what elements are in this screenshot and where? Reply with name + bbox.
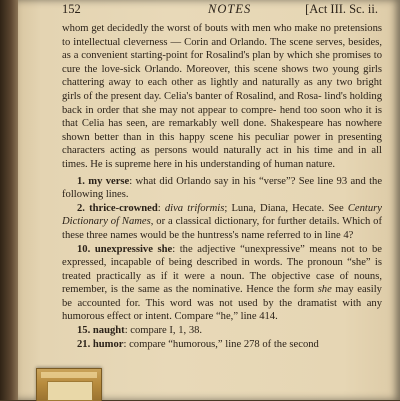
text-line: The scene serves, besides, as a convenient starting-point for [62, 36, 382, 62]
text-line: nature. [305, 158, 336, 170]
running-title: NOTES [208, 2, 252, 16]
note-item [62, 175, 382, 202]
intro-paragraph [62, 22, 382, 172]
note-heading: 2. thrice-crowned [77, 202, 158, 214]
text-line: whom get decidedly the worst of bouts with men who make no [62, 23, 331, 34]
text-line: pretensions to intellectual cleverness — Corin and Orlando. [62, 23, 382, 48]
note-text: This word was not used by the dramatist with any humorous [62, 297, 382, 323]
note-italic-word: she [317, 284, 332, 296]
note-text: effect or intent. Compare “he,” line 414. [107, 311, 278, 323]
book-spine-shadow [0, 0, 18, 400]
text-line: Orlando. Moreover, this scene shows two young girls chattering [62, 63, 382, 89]
note-text: nominative. Hence the form [192, 284, 315, 296]
act-scene-reference: [Act III. Sc. ii. [305, 2, 378, 16]
text-line: girls of the present day. Celia's banter of Rosalind, and Rosa- [62, 90, 322, 102]
note-text: line 93 and the following lines. [62, 175, 383, 201]
page-number: 152 [62, 2, 81, 16]
note-text: : what did Orlando say in his “verse”? See [129, 175, 315, 187]
page-text [62, 22, 382, 351]
note-heading: 10. unexpressive she [77, 243, 173, 255]
note-heading: 1. my verse [77, 175, 130, 187]
text-line: away to each other as lightly and naturally as any two bright [108, 77, 382, 89]
text-line: Shakespeare has nowhere shown better than in [62, 118, 382, 143]
note-italic-term: diva triformis [164, 202, 225, 214]
note-heading: 15. naught [77, 325, 125, 337]
text-line: lind's holding back in order that she may not appear to compre- [62, 90, 383, 116]
note-item [62, 324, 382, 338]
text-line: acting as persons would naturally act in his time and in all [109, 145, 382, 157]
note-text: The objective case of nouns, remember, is the same as the [62, 270, 382, 296]
text-line: Rosalind's plan by which she promises to cure the love-sick [62, 50, 383, 75]
note-text: : compare I, 1, 38. [124, 325, 203, 337]
note-item [62, 243, 382, 325]
note-text: : compare “humorous,” line 278 of the second [123, 338, 319, 350]
note-item [62, 338, 382, 352]
running-head [62, 2, 380, 22]
text-line: this happy scene his peculiar power in presenting characters [62, 131, 382, 157]
note-text: The pronoun “she” is treated practically as if it were a noun. [62, 257, 382, 282]
note-text: huntress's name referred to in line 4? [197, 229, 354, 241]
brass-page-clip [36, 368, 102, 401]
text-line: well done. [220, 118, 267, 130]
note-item: 2. thrice-crowned: diva triformis; Luna, Diana, Hecate. See Century Dictionary of Names, or a classical dictionary, for further details. Which of these three names would be the huntress's name referred to in line 4? [62, 202, 383, 241]
note-heading: 21. humor [77, 338, 124, 350]
note-text: further details. Which of these three names would be the [62, 216, 383, 241]
note-text: , or a classical dictionary, for [150, 216, 275, 228]
text-line: hend too soon who it is that Celia has seen, are remarkably [62, 104, 382, 130]
note-text: : the adjective “unexpressive” means [172, 243, 337, 255]
text-line: times. He is supreme here in his understanding of human [62, 158, 304, 170]
note-text: not to be expressed, incapable of being described in words. [62, 243, 382, 269]
note-italic-title: Century Dictionary of Names [62, 202, 382, 228]
note-text: See [328, 202, 344, 214]
note-text: may easily be accounted for. [62, 284, 382, 309]
note-text: ; Luna, Diana, Hecate. [224, 202, 325, 214]
